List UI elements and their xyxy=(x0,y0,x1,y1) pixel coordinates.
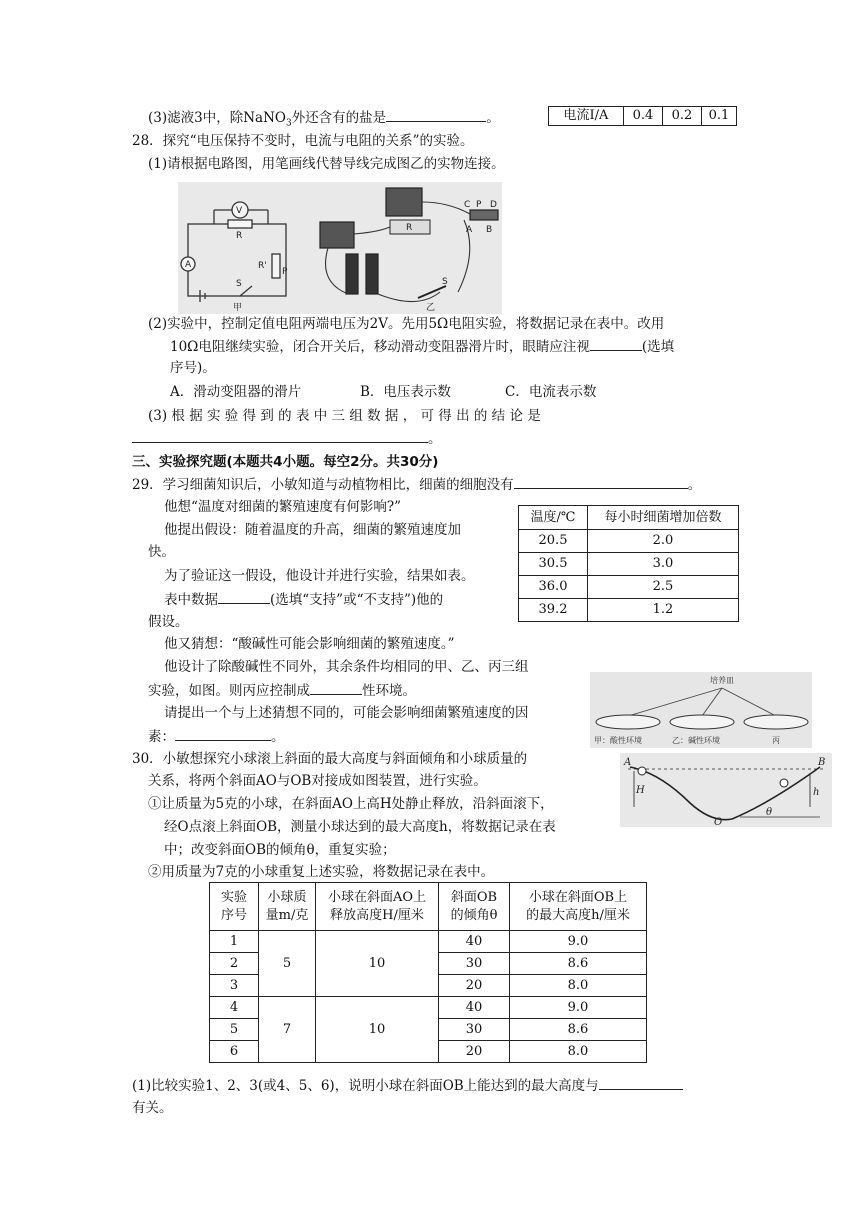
label-C: C xyxy=(464,200,471,210)
q28-option-c: C．电流表示数 xyxy=(505,384,597,400)
q29-line9: 他设计了除酸碱性不同外，其余条件均相同的甲、乙、丙三组 xyxy=(164,659,529,675)
current-table xyxy=(548,106,737,126)
label-P2: P xyxy=(476,200,482,210)
label-A: A xyxy=(624,757,632,768)
table-cell: 3.0 xyxy=(588,553,739,576)
table-cell: 30.5 xyxy=(519,553,588,576)
header-mass: 小球质 量m/克 xyxy=(259,883,316,931)
label-h: h xyxy=(813,787,820,798)
header-release-height: 小球在斜面AO上 释放高度H/厘米 xyxy=(316,883,439,931)
slope-experiment-table xyxy=(209,882,647,1063)
q28-part2-line1: (2)实验中，控制定值电阻两端电压为2V。先用5Ω电阻实验，将数据记录在表中。改用 xyxy=(148,316,665,332)
table-cell: 2.0 xyxy=(588,530,739,553)
q30-question1: (1)比较实验1、2、3(或4、5、6)，说明小球在斜面OB上能达到的最大高度与 xyxy=(132,1075,683,1096)
q29-line3: 他提出假设：随着温度的升高，细菌的繁殖速度加 xyxy=(164,522,461,538)
table-cell: 8.0 xyxy=(510,975,647,997)
label-R2: R xyxy=(406,223,413,233)
label-bing: 丙 xyxy=(772,736,780,745)
table-cell: 8.0 xyxy=(510,1041,647,1063)
q27-answer-blank[interactable] xyxy=(386,107,486,122)
header-experiment-id: 实验 序号 xyxy=(210,883,259,931)
q29-blank-env[interactable] xyxy=(310,680,362,695)
petri-dish-diagram xyxy=(590,672,812,748)
q30-blank-factor[interactable] xyxy=(599,1075,683,1090)
label-A2: A xyxy=(466,225,473,235)
label-B: B xyxy=(818,757,826,768)
table-cell: 30 xyxy=(439,953,510,975)
q29-line4: 快。 xyxy=(148,544,175,560)
q28-title: 28．探究“电压保持不变时，电流与电阻的关系”的实验。 xyxy=(132,133,474,149)
q30-line1: 30．小敏想探究小球滚上斜面的最大高度与斜面倾角和小球质量的 xyxy=(132,751,528,767)
table-cell: 5 xyxy=(210,1019,259,1041)
table-cell: 30 xyxy=(439,1019,510,1041)
q29-blank-support[interactable] xyxy=(218,589,270,604)
table-cell: 9.0 xyxy=(510,931,647,953)
label-acidic: 甲：酸性环境 xyxy=(594,736,642,745)
q30-question1-end: 有关。 xyxy=(132,1100,173,1116)
label-V: V xyxy=(236,206,243,216)
table-cell: 10 xyxy=(316,931,439,997)
table-cell: 39.2 xyxy=(519,599,588,622)
q29-line7: 假设。 xyxy=(148,614,189,630)
label-R: R xyxy=(236,231,243,241)
petri-dish-figure xyxy=(590,672,812,748)
q29-line6: 表中数据 (选填“支持”或“不支持”)他的 xyxy=(164,589,443,610)
table-cell: 40 xyxy=(439,931,510,953)
bacteria-table xyxy=(518,505,739,622)
q29-line12: 素： 。 xyxy=(148,726,285,747)
bacteria-header-rate: 每小时细菌增加倍数 xyxy=(588,506,739,530)
table-cell: 4 xyxy=(210,997,259,1019)
q30-line2: 关系，将两个斜面AO与OB对接成如图装置，进行实验。 xyxy=(148,773,487,789)
circuit-figure xyxy=(178,182,502,314)
label-H: H xyxy=(636,785,645,796)
current-value: 0.2 xyxy=(663,107,702,126)
table-cell: 1.2 xyxy=(588,599,739,622)
table-cell: 9.0 xyxy=(510,997,647,1019)
q29-blank-factor[interactable] xyxy=(175,726,271,741)
label-yi: 乙 xyxy=(426,303,436,313)
q29-line8: 他又猜想：“酸碱性可能会影响细菌的繁殖速度。” xyxy=(164,636,455,652)
q29-line5: 为了验证这一假设，他设计并进行实验，结果如表。 xyxy=(164,568,475,584)
table-cell: 20.5 xyxy=(519,530,588,553)
label-petri: 培养皿 xyxy=(710,676,734,685)
q28-option-a: A．滑动变阻器的滑片 xyxy=(170,384,302,400)
section3-heading: 三、实验探究题(本题共4小题。每空2分。共30分) xyxy=(132,454,439,470)
table-cell: 2.5 xyxy=(588,576,739,599)
slope-figure xyxy=(620,753,832,827)
q28-option-b: B．电压表示数 xyxy=(360,384,451,400)
label-A: A xyxy=(185,260,192,270)
q29-line1: 29．学习细菌知识后，小敏知道与动植物相比，细菌的细胞没有 。 xyxy=(132,474,701,495)
label-jia: 甲 xyxy=(233,303,243,313)
q30-line5: 中；改变斜面OB的倾角θ，重复实验； xyxy=(164,842,396,858)
label-S: S xyxy=(236,279,242,289)
q29-blank-cell[interactable] xyxy=(514,474,688,489)
q29-line10: 实验，如图。则丙应控制成 性环境。 xyxy=(148,680,416,701)
table-cell: 20 xyxy=(439,1041,510,1063)
q28-part1: (1)请根据电路图，用笔画线代替导线完成图乙的实物连接。 xyxy=(148,156,505,172)
label-D: D xyxy=(490,200,497,210)
label-Rp: R' xyxy=(258,261,267,271)
current-value: 0.1 xyxy=(702,107,737,126)
q28-part3-blank-line: 。 xyxy=(132,428,442,449)
table-cell: 3 xyxy=(210,975,259,997)
table-cell: 10 xyxy=(316,997,439,1063)
table-cell: 7 xyxy=(259,997,316,1063)
q30-line3: ①让质量为5克的小球，在斜面AO上高H处静止释放，沿斜面滚下， xyxy=(148,796,554,812)
table-cell: 5 xyxy=(259,931,316,997)
q27-part3: (3)滤液3中，除NaNO$_3$外还含有的盐是 。 xyxy=(148,107,500,134)
label-theta: θ xyxy=(766,807,773,818)
label-P: P xyxy=(282,267,288,277)
q30-line4: 经O点滚上斜面OB，测量小球达到的最大高度h，将数据记录在表 xyxy=(164,819,556,835)
header-angle: 斜面OB 的倾角θ xyxy=(439,883,510,931)
q28-conclusion-blank[interactable] xyxy=(132,428,428,443)
header-max-height: 小球在斜面OB上 的最大高度h/厘米 xyxy=(510,883,647,931)
table-cell: 6 xyxy=(210,1041,259,1063)
current-value: 0.4 xyxy=(624,107,663,126)
q29-line11: 请提出一个与上述猜想不同的，可能会影响细菌繁殖速度的因 xyxy=(164,705,529,721)
slope-diagram xyxy=(620,753,832,827)
table-cell: 1 xyxy=(210,931,259,953)
table-cell: 20 xyxy=(439,975,510,997)
q28-blank-eye[interactable] xyxy=(590,336,642,351)
q28-part3: (3) 根 据 实 验 得 到 的 表 中 三 组 数 据 ， 可 得 出 的 结 论 是 xyxy=(148,408,541,424)
circuit-diagram xyxy=(178,182,502,314)
label-B: B xyxy=(486,225,493,235)
current-table-header: 电流I/A xyxy=(549,107,624,126)
bacteria-header-temp: 温度/℃ xyxy=(519,506,588,530)
label-alkaline: 乙：碱性环境 xyxy=(672,736,720,745)
q28-part2-line3: 序号)。 xyxy=(170,360,216,376)
table-cell: 36.0 xyxy=(519,576,588,599)
table-cell: 40 xyxy=(439,997,510,1019)
q30-line6: ②用质量为7克的小球重复上述实验，将数据记录在表中。 xyxy=(148,864,495,880)
q28-part2-line2: 10Ω电阻继续实验，闭合开关后，移动滑动变阻器滑片时，眼睛应注视 (选填 xyxy=(170,336,674,357)
table-cell: 8.6 xyxy=(510,953,647,975)
label-S2: S xyxy=(442,277,448,287)
label-O: O xyxy=(714,817,723,827)
q29-line2: 他想“温度对细菌的繁殖速度有何影响?” xyxy=(164,499,402,515)
table-cell: 8.6 xyxy=(510,1019,647,1041)
table-cell: 2 xyxy=(210,953,259,975)
